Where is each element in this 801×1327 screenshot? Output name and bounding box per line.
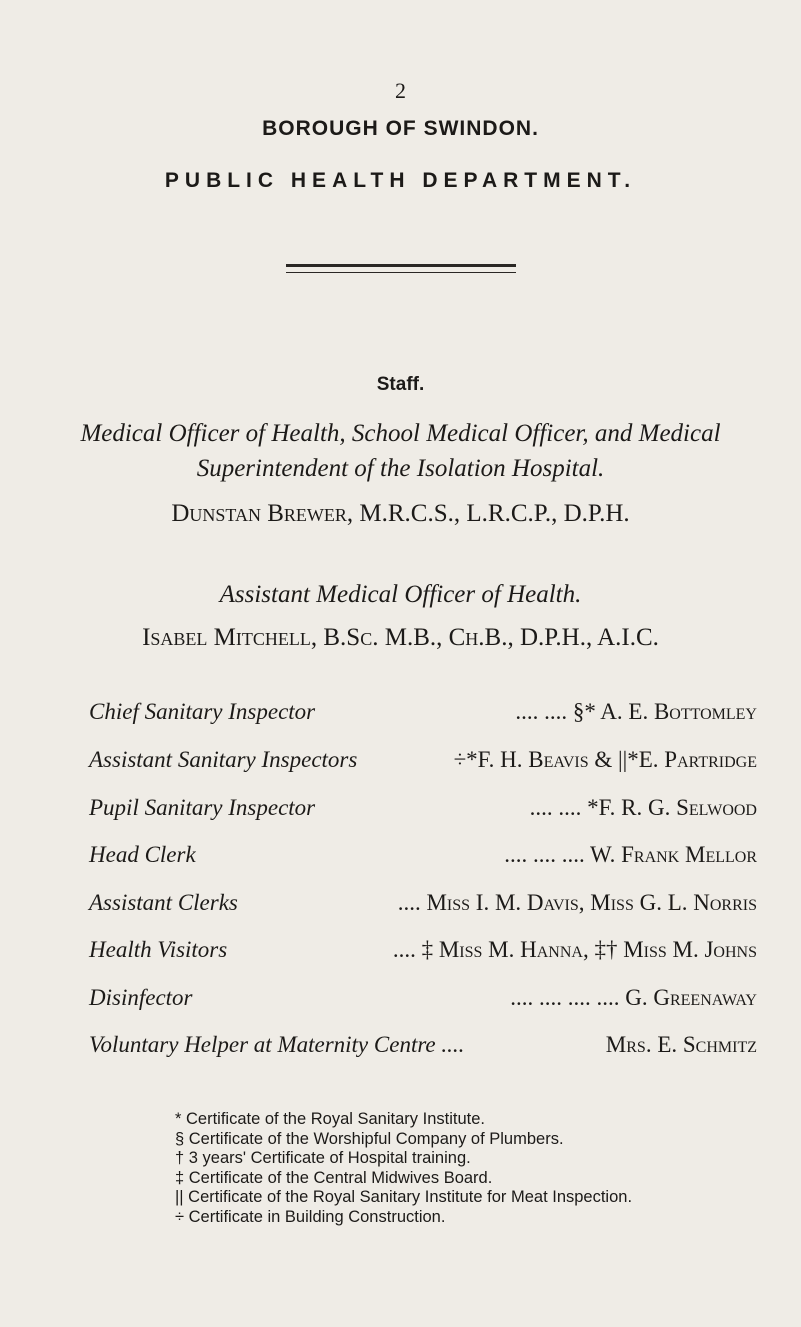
footnote: † 3 years' Certificate of Hospital training.	[175, 1149, 471, 1168]
department-heading: PUBLIC HEALTH DEPARTMENT.	[164, 169, 637, 192]
staff-name: .... ‡ Miss M. Hanna, ‡† Miss M. Johns	[392, 937, 757, 962]
staff-role: Chief Sanitary Inspector	[89, 699, 316, 724]
moh-title-line-1: Medical Officer of Health, School Medical Officer, and Medical	[80, 420, 721, 447]
staff-row	[89, 747, 757, 781]
staff-row	[89, 699, 757, 733]
footnote: § Certificate of the Worshipful Company of Plumbers.	[175, 1129, 564, 1148]
staff-row	[89, 937, 757, 971]
staff-row	[89, 985, 757, 1019]
page-number: 2	[395, 78, 406, 103]
section-title: Staff.	[376, 374, 425, 395]
staff-row	[89, 795, 757, 829]
staff-row	[89, 842, 757, 876]
staff-name: .... Miss I. M. Davis, Miss G. L. Norris	[397, 890, 757, 915]
staff-name: .... .... §* A. E. Bottomley	[515, 699, 757, 724]
borough-heading: BOROUGH OF SWINDON.	[262, 117, 539, 140]
staff-role: Assistant Clerks	[89, 890, 238, 915]
staff-name: Mrs. E. Schmitz	[605, 1032, 757, 1057]
staff-role: Voluntary Helper at Maternity Centre ....	[89, 1032, 465, 1057]
footnote: || Certificate of the Royal Sanitary Institute for Meat Inspection.	[175, 1188, 633, 1207]
staff-name: ÷*F. H. Beavis & ||*E. Partridge	[453, 747, 757, 772]
moh-name: Dunstan Brewer, M.R.C.S., L.R.C.P., D.P.H.	[171, 500, 630, 527]
double-rule-divider	[286, 264, 516, 273]
staff-name: .... .... .... W. Frank Mellor	[504, 842, 757, 867]
footnotes	[175, 1110, 775, 1228]
staff-role: Disinfector	[89, 985, 193, 1010]
staff-row	[89, 890, 757, 924]
staff-role: Head Clerk	[89, 842, 196, 867]
footnote: ÷ Certificate in Building Construction.	[175, 1207, 446, 1226]
footnote: ‡ Certificate of the Central Midwives Board.	[175, 1168, 493, 1187]
staff-role: Health Visitors	[89, 937, 228, 962]
staff-row	[89, 1032, 757, 1066]
moh-title-line-2: Superintendent of the Isolation Hospital.	[196, 455, 605, 482]
amoh-title: Assistant Medical Officer of Health.	[219, 581, 582, 608]
staff-role: Assistant Sanitary Inspectors	[89, 747, 358, 772]
staff-name: .... .... *F. R. G. Selwood	[529, 795, 757, 820]
footnote: * Certificate of the Royal Sanitary Institute.	[175, 1110, 485, 1128]
staff-role: Pupil Sanitary Inspector	[89, 795, 316, 820]
amoh-name: Isabel Mitchell, B.Sc. M.B., Ch.B., D.P.H., A.I.C.	[142, 624, 659, 651]
staff-name: .... .... .... .... G. Greenaway	[510, 985, 757, 1010]
